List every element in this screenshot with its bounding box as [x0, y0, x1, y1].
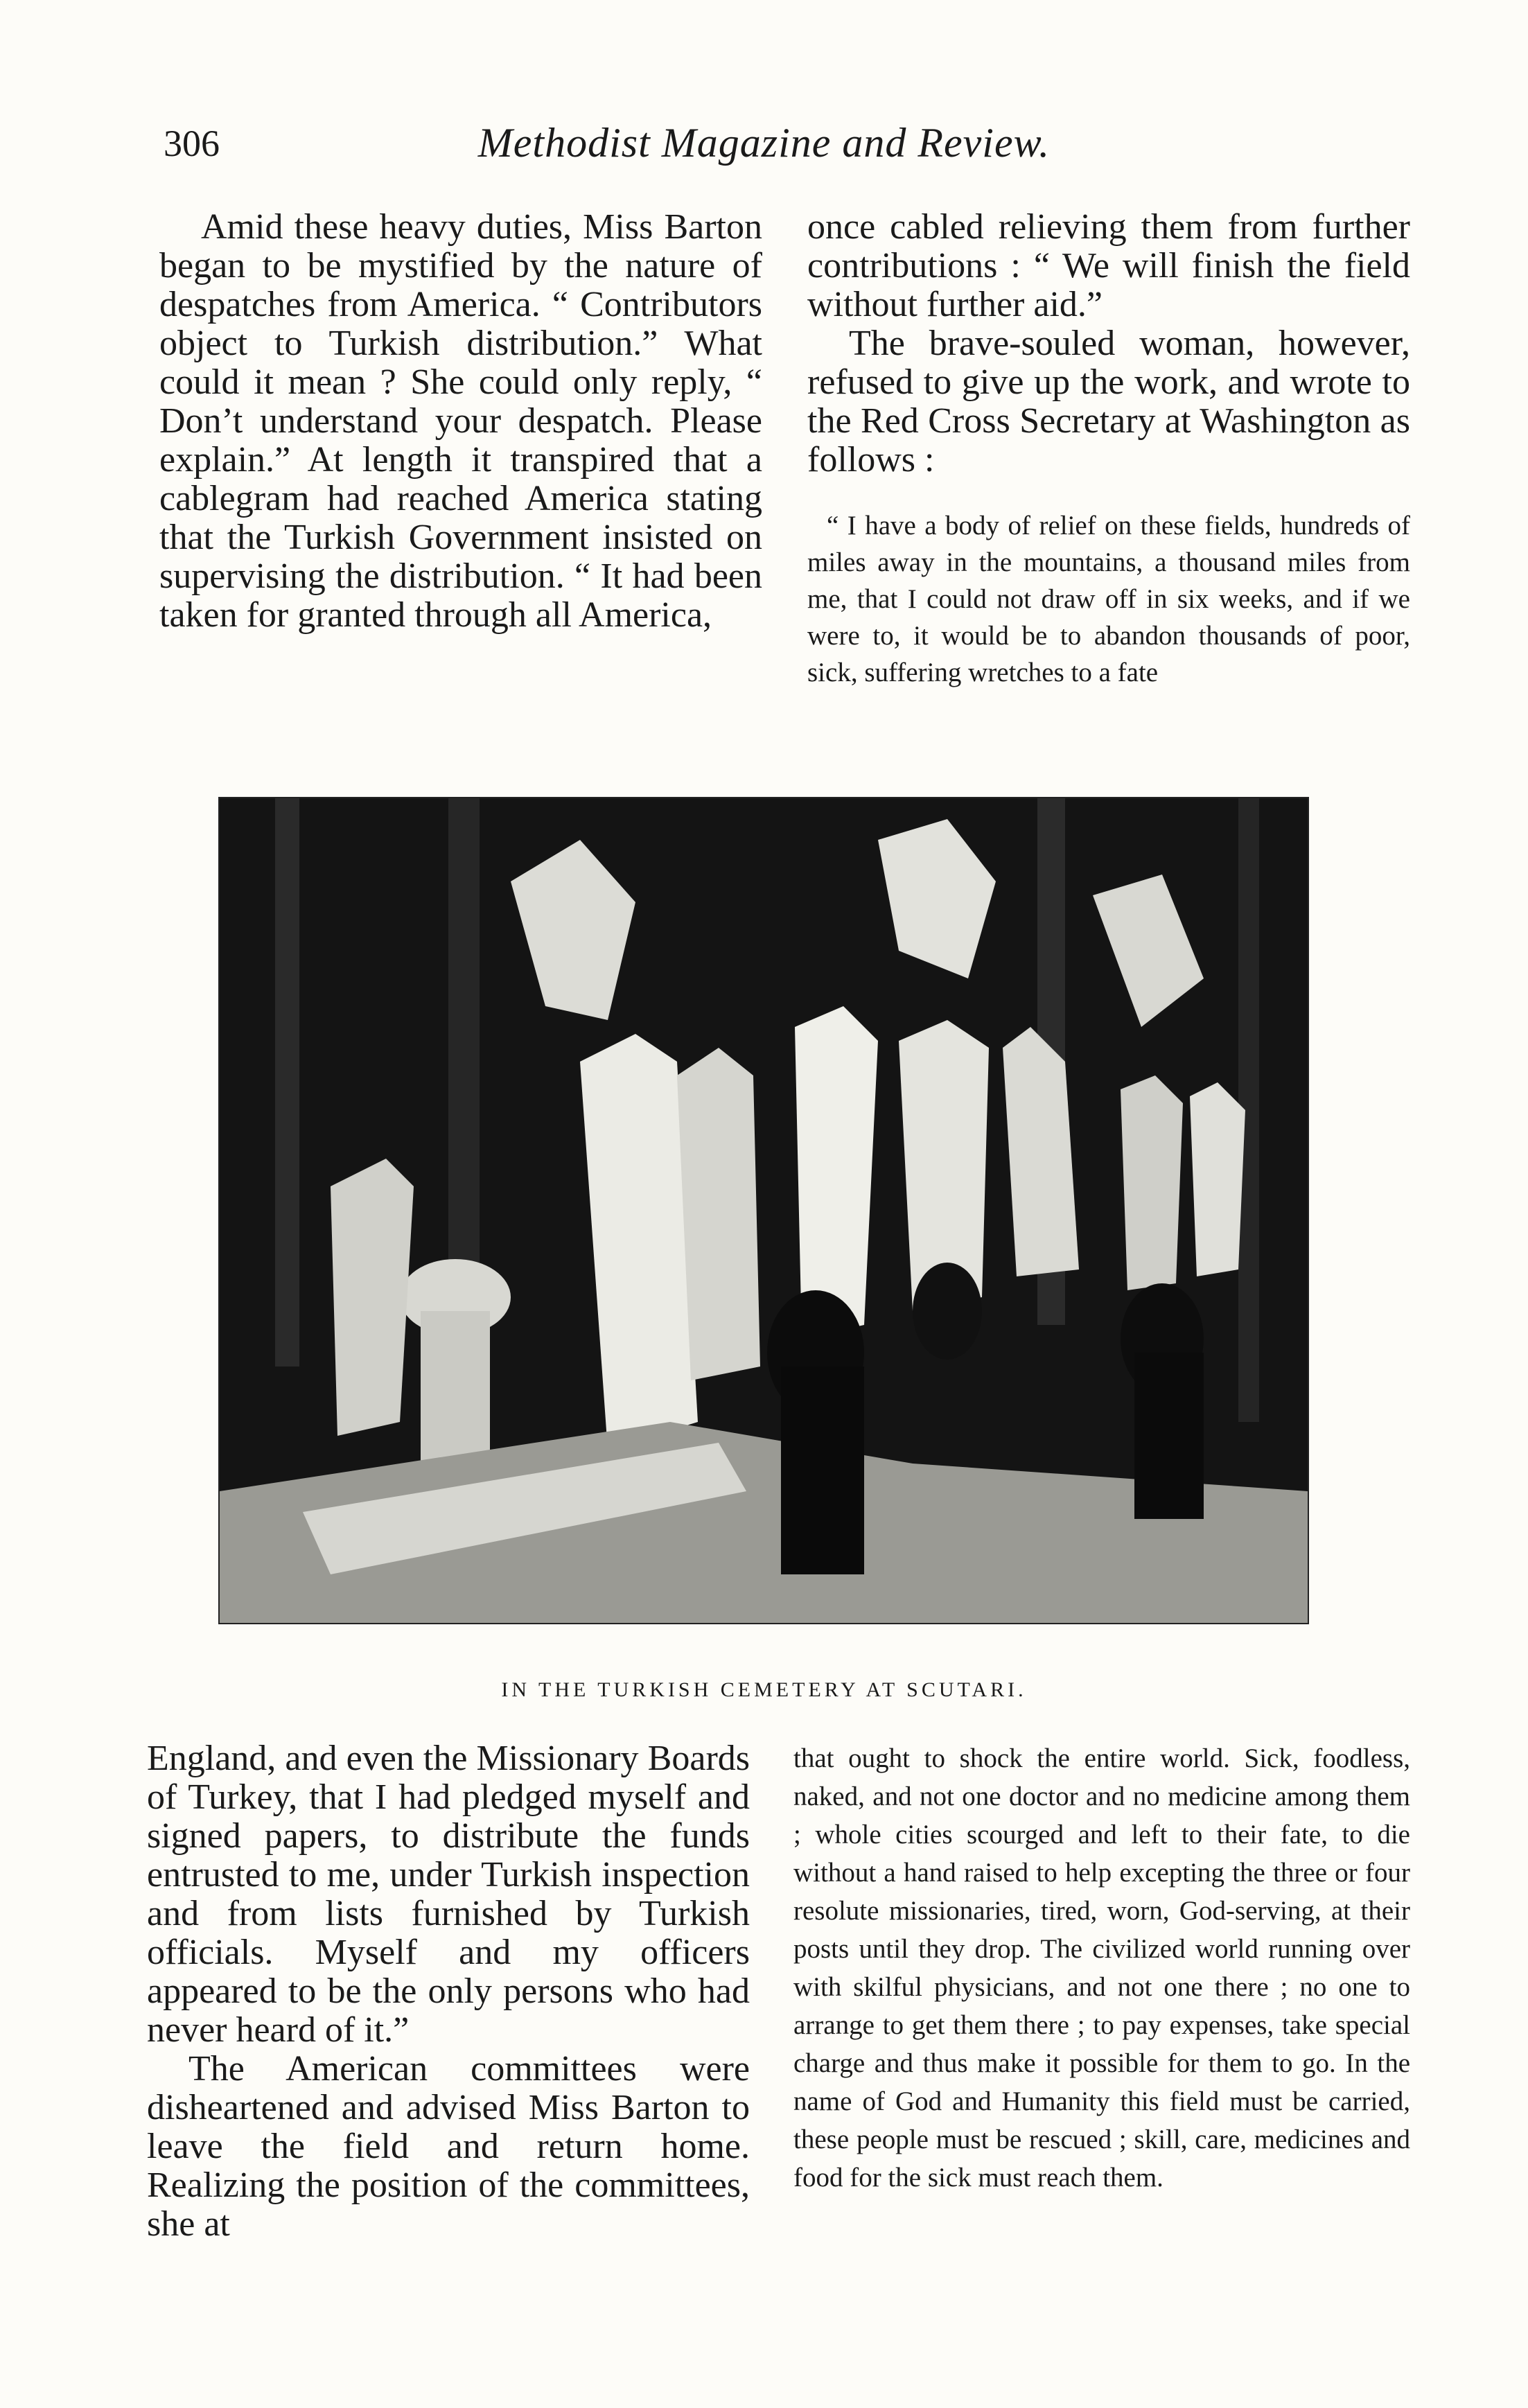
column-bottom-right	[793, 1739, 1410, 2197]
column-bottom-left	[147, 1739, 750, 2244]
running-title: Methodist Magazine and Review.	[477, 120, 1051, 166]
column-top-right	[807, 208, 1410, 691]
paragraph: The American committees were disheartened and advised Miss Barton to leave the field and return home. Realizing the position of the committees, she at	[147, 2049, 750, 2244]
paragraph: England, and even the Missionary Boards of Turkey, that I had pledged myself and signed papers, to distribute the funds entrusted to me, under Turkish inspection and from lists furnished by Turkish officials. Myself and my officers appeared to be the only persons who had never heard of it.”	[147, 1739, 750, 2050]
block-quote: “ I have a body of relief on these fields, hundreds of miles away in the mountains, a thousand miles from me, that I could not draw off in six weeks, and if we were to, it would be to abandon thousands of poor, sick, suffering wretches to a fate	[807, 511, 1410, 687]
page-number: 306	[164, 123, 220, 164]
cemetery-photograph	[218, 797, 1309, 1624]
column-top-left	[159, 208, 762, 635]
paragraph: The brave-souled woman, however, refused to give up the work, and wrote to the Red Cross Secretary at Washington as follows :	[807, 324, 1410, 480]
figure-caption: IN THE TURKISH CEMETERY AT SCUTARI.	[501, 1678, 1027, 1701]
paragraph: that ought to shock the entire world. Sick, foodless, naked, and not one doctor and no medicine among them ; whole cities scourged and left to their fate, to die without a hand raised to help excepting the three or four resolute missionaries, tired, worn, God-serving, at their posts until they drop. The civilized world running over with skilful physicians, and not one there ; no one to arrange to get them there ; to pay expenses, take special charge and thus make it possible for them to go. In the name of God and Humanity this field must be carried, these people must be rescued ; skill, care, medicines and food for the sick must reach them.	[793, 1743, 1410, 2192]
paragraph: Amid these heavy duties, Miss Barton began to be mystified by the nature of despatches from America. “ Contributors object to Turkish distribution.” What could it mean ? She could only reply, “ Don’t understand your despatch. Please explain.” At length it transpired that a cablegram had reached America stating that the Turkish Government insisted on supervising the distribution. “ It had been taken for granted through all America,	[159, 207, 762, 635]
paragraph: once cabled relieving them from further contributions : “ We will finish the field without further aid.”	[807, 207, 1410, 324]
